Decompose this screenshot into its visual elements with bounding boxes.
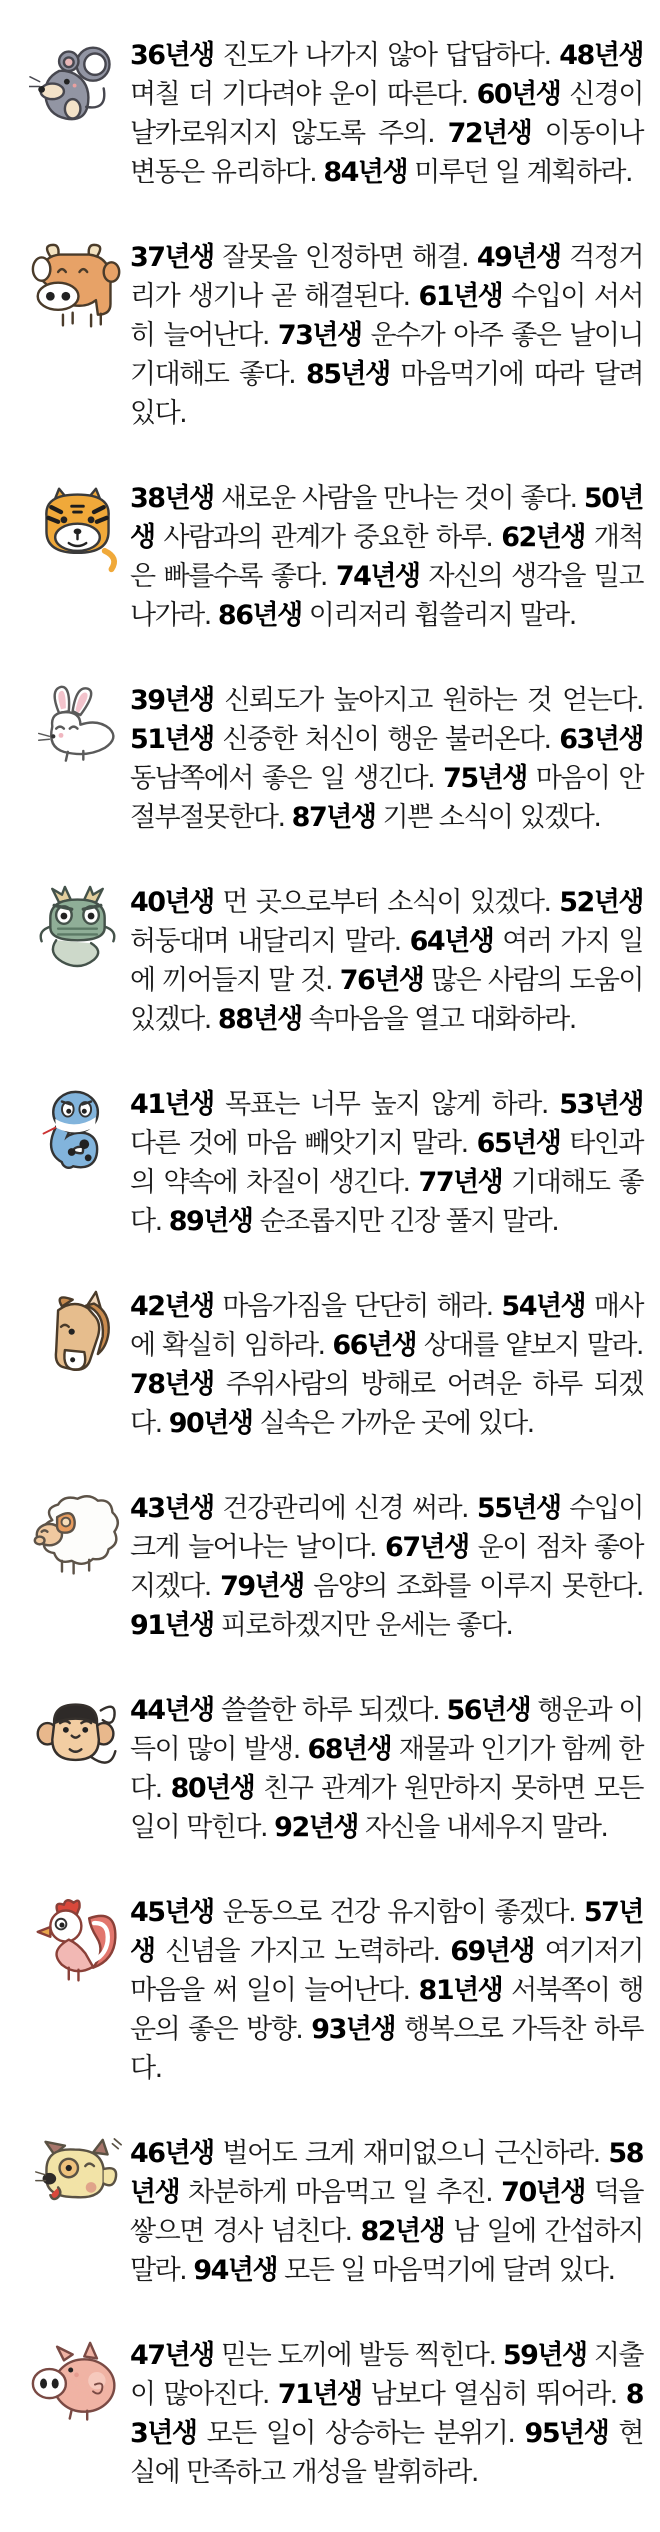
fortune-segment: 순조롭지만 긴장 풀지 말라.	[252, 1206, 559, 1237]
birth-year-label: 86년생	[217, 600, 302, 631]
fortune-text	[130, 36, 643, 192]
birth-year-label: 49년생	[476, 242, 561, 273]
fortune-segment: 진도가 나가지 않아 답답하다.	[213, 40, 560, 71]
fortune-text	[130, 2134, 643, 2290]
monkey-icon	[24, 1691, 130, 1790]
birth-year-label: 51년생	[130, 724, 214, 755]
fortune-segment: 마음먹기에 따라 달려 있다.	[130, 359, 643, 429]
dog-icon	[24, 2134, 130, 2233]
snake-icon	[24, 1085, 130, 1184]
fortune-segment: 재물과 인기가 함께 한다.	[130, 1734, 643, 1804]
birth-year-label: 37년생	[130, 242, 214, 273]
fortune-segment: 미루던 일 계획하라.	[407, 157, 633, 188]
fortune-segment: 벌어도 크게 재미없으니 근신하라.	[213, 2138, 609, 2169]
fortune-segment: 행운과 이득이 많이 발생.	[130, 1695, 643, 1765]
fortune-segment: 쓸쓸한 하루 되겠다.	[213, 1695, 447, 1726]
fortune-segment: 며칠 더 기다려야 운이 따른다.	[130, 79, 477, 110]
fortune-segment: 운이 점차 좋아지겠다.	[130, 1532, 643, 1602]
birth-year-label: 48년생	[559, 40, 643, 71]
fortune-segment: 마음가짐을 단단히 해라.	[213, 1291, 502, 1322]
fortune-segment: 많은 사람의 도움이 있겠다.	[130, 965, 643, 1035]
birth-year-label: 85년생	[305, 359, 390, 390]
birth-year-label: 83년생	[130, 2379, 643, 2449]
fortune-text	[130, 479, 643, 635]
birth-year-label: 75년생	[443, 763, 527, 794]
birth-year-label: 61년생	[418, 281, 503, 312]
fortune-text	[130, 1489, 643, 1645]
fortune-text	[130, 1287, 643, 1443]
fortune-segment: 남 일에 간섭하지 말라.	[130, 2216, 643, 2286]
zodiac-section-snake	[24, 1085, 643, 1241]
zodiac-section-horse	[24, 1287, 643, 1443]
birth-year-label: 55년생	[476, 1493, 561, 1524]
birth-year-label: 67년생	[385, 1532, 469, 1563]
birth-year-label: 43년생	[130, 1493, 214, 1524]
birth-year-label: 79년생	[220, 1571, 304, 1602]
fortune-segment: 친구 관계가 원만하지 못하면 모든 일이 막힌다.	[130, 1773, 644, 1843]
zodiac-section-rooster	[24, 1893, 643, 2088]
birth-year-label: 45년생	[130, 1897, 214, 1928]
fortune-segment: 건강관리에 신경 써라.	[213, 1493, 477, 1524]
fortune-segment: 걱정거리가 생기나 곧 해결된다.	[130, 242, 643, 312]
zodiac-section-ox	[24, 238, 643, 433]
fortune-segment: 덕을 쌓으면 경사 넘친다.	[130, 2177, 643, 2247]
birth-year-label: 71년생	[277, 2379, 362, 2410]
birth-year-label: 62년생	[501, 522, 585, 553]
birth-year-label: 41년생	[130, 1089, 214, 1120]
zodiac-section-dragon	[24, 883, 643, 1039]
birth-year-label: 90년생	[168, 1408, 253, 1439]
fortune-text	[130, 1691, 643, 1847]
zodiac-section-tiger	[24, 479, 643, 635]
birth-year-label: 50년생	[130, 483, 643, 553]
zodiac-section-sheep	[24, 1489, 643, 1645]
rat-icon	[24, 36, 130, 135]
birth-year-label: 87년생	[291, 802, 376, 833]
fortune-segment: 속마음을 열고 대화하라.	[301, 1004, 576, 1035]
birth-year-label: 76년생	[339, 965, 424, 996]
fortune-segment: 자신의 생각을 밀고 나가라.	[130, 561, 643, 631]
fortune-segment: 행복으로 가득찬 하루다.	[130, 2014, 643, 2084]
fortune-segment: 남보다 열심히 뛰어라.	[361, 2379, 626, 2410]
fortune-segment: 동남쪽에서 좋은 일 생긴다.	[130, 763, 444, 794]
birth-year-label: 56년생	[446, 1695, 531, 1726]
birth-year-label: 95년생	[524, 2418, 609, 2449]
fortune-segment: 현실에 만족하고 개성을 발휘하라.	[130, 2418, 643, 2488]
rabbit-icon	[24, 681, 130, 780]
tiger-icon	[24, 479, 130, 578]
fortune-segment: 기대해도 좋다.	[130, 1167, 644, 1237]
fortune-segment: 신념을 가지고 노력하라.	[154, 1936, 451, 1967]
fortune-segment: 여기저기 마음을 써 일이 늘어난다.	[130, 1936, 643, 2006]
fortune-segment: 다른 것에 마음 빼앗기지 말라.	[130, 1128, 477, 1159]
birth-year-label: 84년생	[323, 157, 408, 188]
fortune-segment: 지출이 많아진다.	[130, 2340, 643, 2410]
fortune-segment: 모든 일이 상승하는 분위기.	[196, 2418, 525, 2449]
fortune-text	[130, 1085, 643, 1241]
birth-year-label: 53년생	[559, 1089, 643, 1120]
birth-year-label: 57년생	[130, 1897, 643, 1967]
fortune-segment: 새로운 사람을 만나는 것이 좋다.	[213, 483, 584, 514]
zodiac-section-dog	[24, 2134, 643, 2290]
birth-year-label: 60년생	[476, 79, 561, 110]
birth-year-label: 80년생	[170, 1773, 255, 1804]
birth-year-label: 72년생	[447, 118, 532, 149]
fortune-segment: 허둥대며 내달리지 말라.	[130, 926, 410, 957]
birth-year-label: 89년생	[168, 1206, 253, 1237]
fortune-segment: 여러 가지 일에 끼어들지 말 것.	[130, 926, 643, 996]
fortune-segment: 신뢰도가 높아지고 원하는 것 얻는다.	[213, 685, 643, 716]
birth-year-label: 44년생	[130, 1695, 214, 1726]
fortune-segment: 차분하게 마음먹고 일 추진.	[179, 2177, 502, 2208]
fortune-segment: 기쁜 소식이 있겠다.	[375, 802, 601, 833]
birth-year-label: 77년생	[418, 1167, 503, 1198]
ox-icon	[24, 238, 130, 337]
birth-year-label: 88년생	[217, 1004, 302, 1035]
fortune-segment: 운수가 아주 좋은 날이니 기대해도 좋다.	[130, 320, 643, 390]
fortune-segment: 개척은 빠를수록 좋다.	[130, 522, 644, 592]
birth-year-label: 54년생	[501, 1291, 586, 1322]
birth-year-label: 70년생	[501, 2177, 585, 2208]
birth-year-label: 73년생	[277, 320, 362, 351]
pig-icon	[24, 2336, 130, 2435]
birth-year-label: 63년생	[559, 724, 643, 755]
birth-year-label: 66년생	[332, 1330, 417, 1361]
fortune-segment: 음양의 조화를 이루지 못한다.	[303, 1571, 643, 1602]
birth-year-label: 42년생	[130, 1291, 214, 1322]
birth-year-label: 82년생	[360, 2216, 445, 2247]
birth-year-label: 68년생	[307, 1734, 392, 1765]
birth-year-label: 59년생	[502, 2340, 587, 2371]
fortune-segment: 운동으로 건강 유지함이 좋겠다.	[213, 1897, 584, 1928]
fortune-segment: 신경이 날카로워지지 않도록 주의.	[130, 79, 643, 149]
birth-year-label: 46년생	[130, 2138, 214, 2169]
fortune-segment: 자신을 내세우지 말라.	[357, 1812, 608, 1843]
birth-year-label: 39년생	[130, 685, 214, 716]
zodiac-section-monkey	[24, 1691, 643, 1847]
fortune-segment: 수입이 서서히 늘어난다.	[130, 281, 644, 351]
fortune-segment: 피로하겠지만 운세는 좋다.	[213, 1610, 513, 1641]
fortune-segment: 마음이 안절부절못한다.	[130, 763, 643, 833]
fortune-segment: 상대를 얕보지 말라.	[416, 1330, 643, 1361]
fortune-text	[130, 681, 643, 837]
fortune-segment: 신중한 처신이 행운 불러온다.	[213, 724, 560, 755]
fortune-segment: 믿는 도끼에 발등 찍힌다.	[213, 2340, 503, 2371]
fortune-segment: 실속은 가까운 곳에 있다.	[252, 1408, 534, 1439]
fortune-segment: 이리저리 휩쓸리지 말라.	[301, 600, 576, 631]
birth-year-label: 47년생	[130, 2340, 214, 2371]
birth-year-label: 38년생	[130, 483, 214, 514]
birth-year-label: 78년생	[130, 1369, 214, 1400]
fortune-segment: 수입이 크게 늘어나는 날이다.	[130, 1493, 643, 1563]
birth-year-label: 58년생	[130, 2138, 643, 2208]
fortune-segment: 타인과의 약속에 차질이 생긴다.	[130, 1128, 643, 1198]
horse-icon	[24, 1287, 130, 1386]
birth-year-label: 91년생	[130, 1610, 214, 1641]
birth-year-label: 81년생	[418, 1975, 503, 2006]
fortune-text	[130, 883, 643, 1039]
fortune-segment: 매사에 확실히 임하라.	[130, 1291, 644, 1361]
rooster-icon	[24, 1893, 130, 1992]
fortune-segment: 목표는 너무 높지 않게 하라.	[213, 1089, 560, 1120]
sheep-icon	[24, 1489, 130, 1588]
birth-year-label: 65년생	[476, 1128, 561, 1159]
birth-year-label: 64년생	[409, 926, 494, 957]
fortune-segment: 사람과의 관계가 중요한 하루.	[154, 522, 502, 553]
fortune-text	[130, 2336, 643, 2492]
fortune-segment: 먼 곳으로부터 소식이 있겠다.	[213, 887, 560, 918]
birth-year-label: 52년생	[559, 887, 643, 918]
fortune-segment: 잘못을 인정하면 해결.	[213, 242, 477, 273]
zodiac-section-pig	[24, 2336, 643, 2492]
fortune-segment: 주위사람의 방해로 어려운 하루 되겠다.	[130, 1369, 643, 1439]
fortune-segment: 서북쪽이 행운의 좋은 방향.	[130, 1975, 644, 2045]
fortune-segment: 이동이나 변동은 유리하다.	[130, 118, 643, 188]
birth-year-label: 40년생	[130, 887, 214, 918]
birth-year-label: 94년생	[193, 2255, 278, 2286]
fortune-segment: 모든 일 마음먹기에 달려 있다.	[277, 2255, 615, 2286]
fortune-text	[130, 1893, 643, 2088]
dragon-icon	[24, 883, 130, 982]
fortune-text	[130, 238, 643, 433]
birth-year-label: 74년생	[335, 561, 420, 592]
birth-year-label: 69년생	[450, 1936, 534, 1967]
birth-year-label: 93년생	[311, 2014, 396, 2045]
zodiac-section-rat	[24, 36, 643, 192]
birth-year-label: 36년생	[130, 40, 214, 71]
zodiac-section-rabbit	[24, 681, 643, 837]
birth-year-label: 92년생	[274, 1812, 358, 1843]
